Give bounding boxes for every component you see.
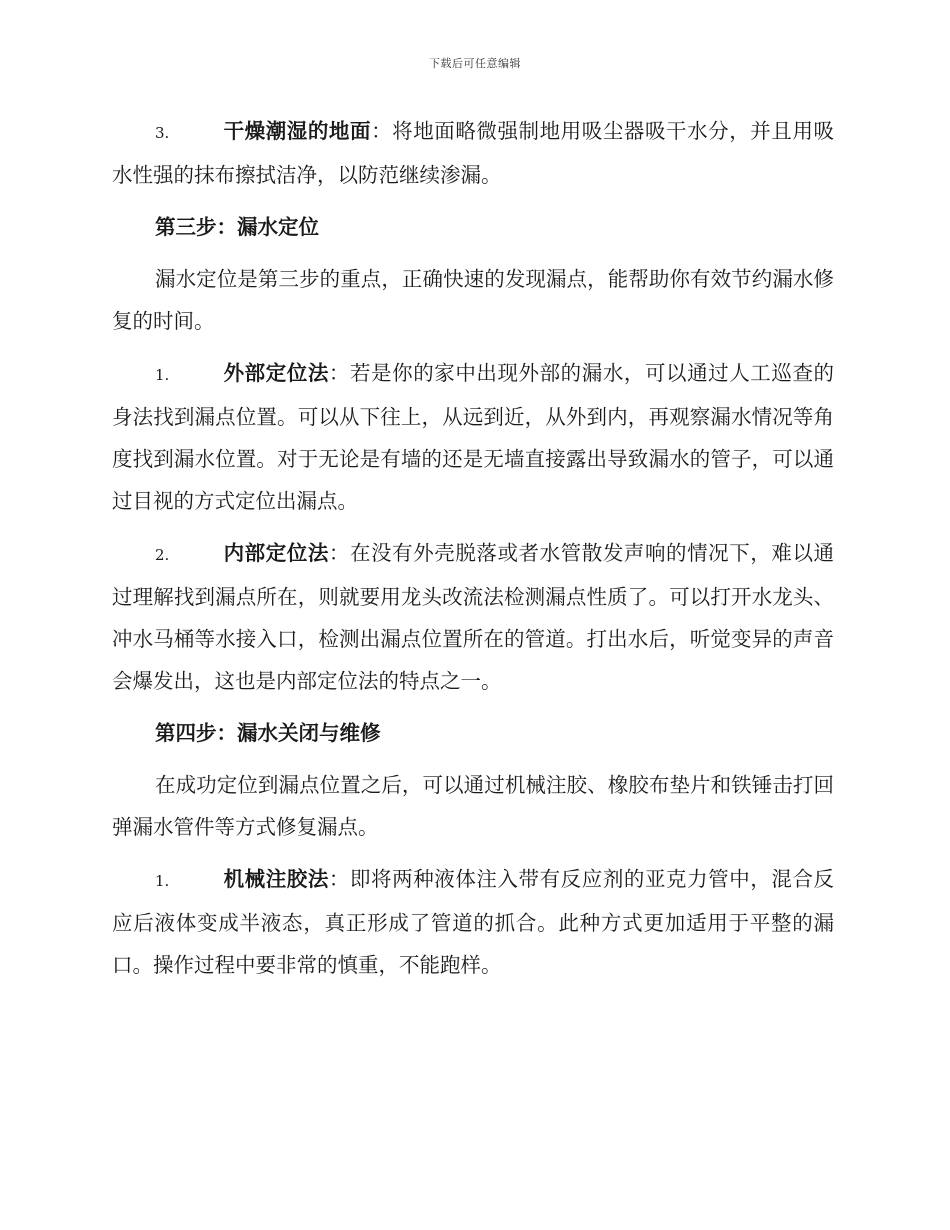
- document-body: [112, 110, 834, 996]
- list-number: 3.: [155, 124, 170, 142]
- paragraph-step4-intro: 在成功定位到漏点位置之后，可以通过机械注胶、橡胶布垫片和铁锤击打回弹漏水管件等方式修复漏点。: [112, 773, 834, 839]
- list-term: 内部定位法: [223, 541, 329, 565]
- list-term: 机械注胶法: [223, 867, 329, 891]
- section-heading-step3: 第三步：漏水定位: [155, 215, 319, 239]
- list-number: 1.: [155, 366, 170, 384]
- list-number: 1.: [155, 872, 170, 890]
- list-item-internal-location: [112, 532, 834, 702]
- list-text: ：若是你的家中出现外部的漏水，可以通过人工巡查的身法找到漏点位置。可以从下往上，从远到近，从外到内，再观察漏水情况等角度找到漏水位置。对于无论是有墙的还是无墙直接露出导致漏水的管子，可以通过目视的方式定位出漏点。: [112, 361, 835, 513]
- list-term: 干燥潮湿的地面: [223, 119, 372, 143]
- list-text: ：将地面略微强制地用吸尘器吸干水分，并且用吸水性强的抹布擦拭洁净，以防范继续渗漏。: [112, 119, 835, 187]
- paragraph-step3-intro: 漏水定位是第三步的重点，正确快速的发现漏点，能帮助你有效节约漏水修复的时间。: [112, 267, 834, 333]
- list-term: 外部定位法: [223, 361, 329, 385]
- list-number: 2.: [155, 546, 170, 564]
- list-text: ：在没有外壳脱落或者水管散发声响的情况下，难以通过理解找到漏点所在，则就要用龙头改流法检测漏点性质了。可以打开水龙头、冲水马桶等水接入口，检测出漏点位置所在的管道。打出水后，听觉变异的声音会爆发出，这也是内部定位法的特点之一。: [112, 541, 835, 693]
- list-item-mechanical-glue: [112, 858, 834, 986]
- list-text: ：即将两种液体注入带有反应剂的亚克力管中，混合反应后液体变成半液态，真正形成了管道的抓合。此种方式更加适用于平整的漏口。操作过程中要非常的慎重，不能跑样。: [112, 867, 835, 977]
- page-header: 下载后可任意编辑: [429, 57, 521, 70]
- list-item-external-location: [112, 352, 834, 522]
- section-heading-step4: 第四步：漏水关闭与维修: [155, 721, 381, 745]
- list-item-dry-floor: [112, 110, 834, 196]
